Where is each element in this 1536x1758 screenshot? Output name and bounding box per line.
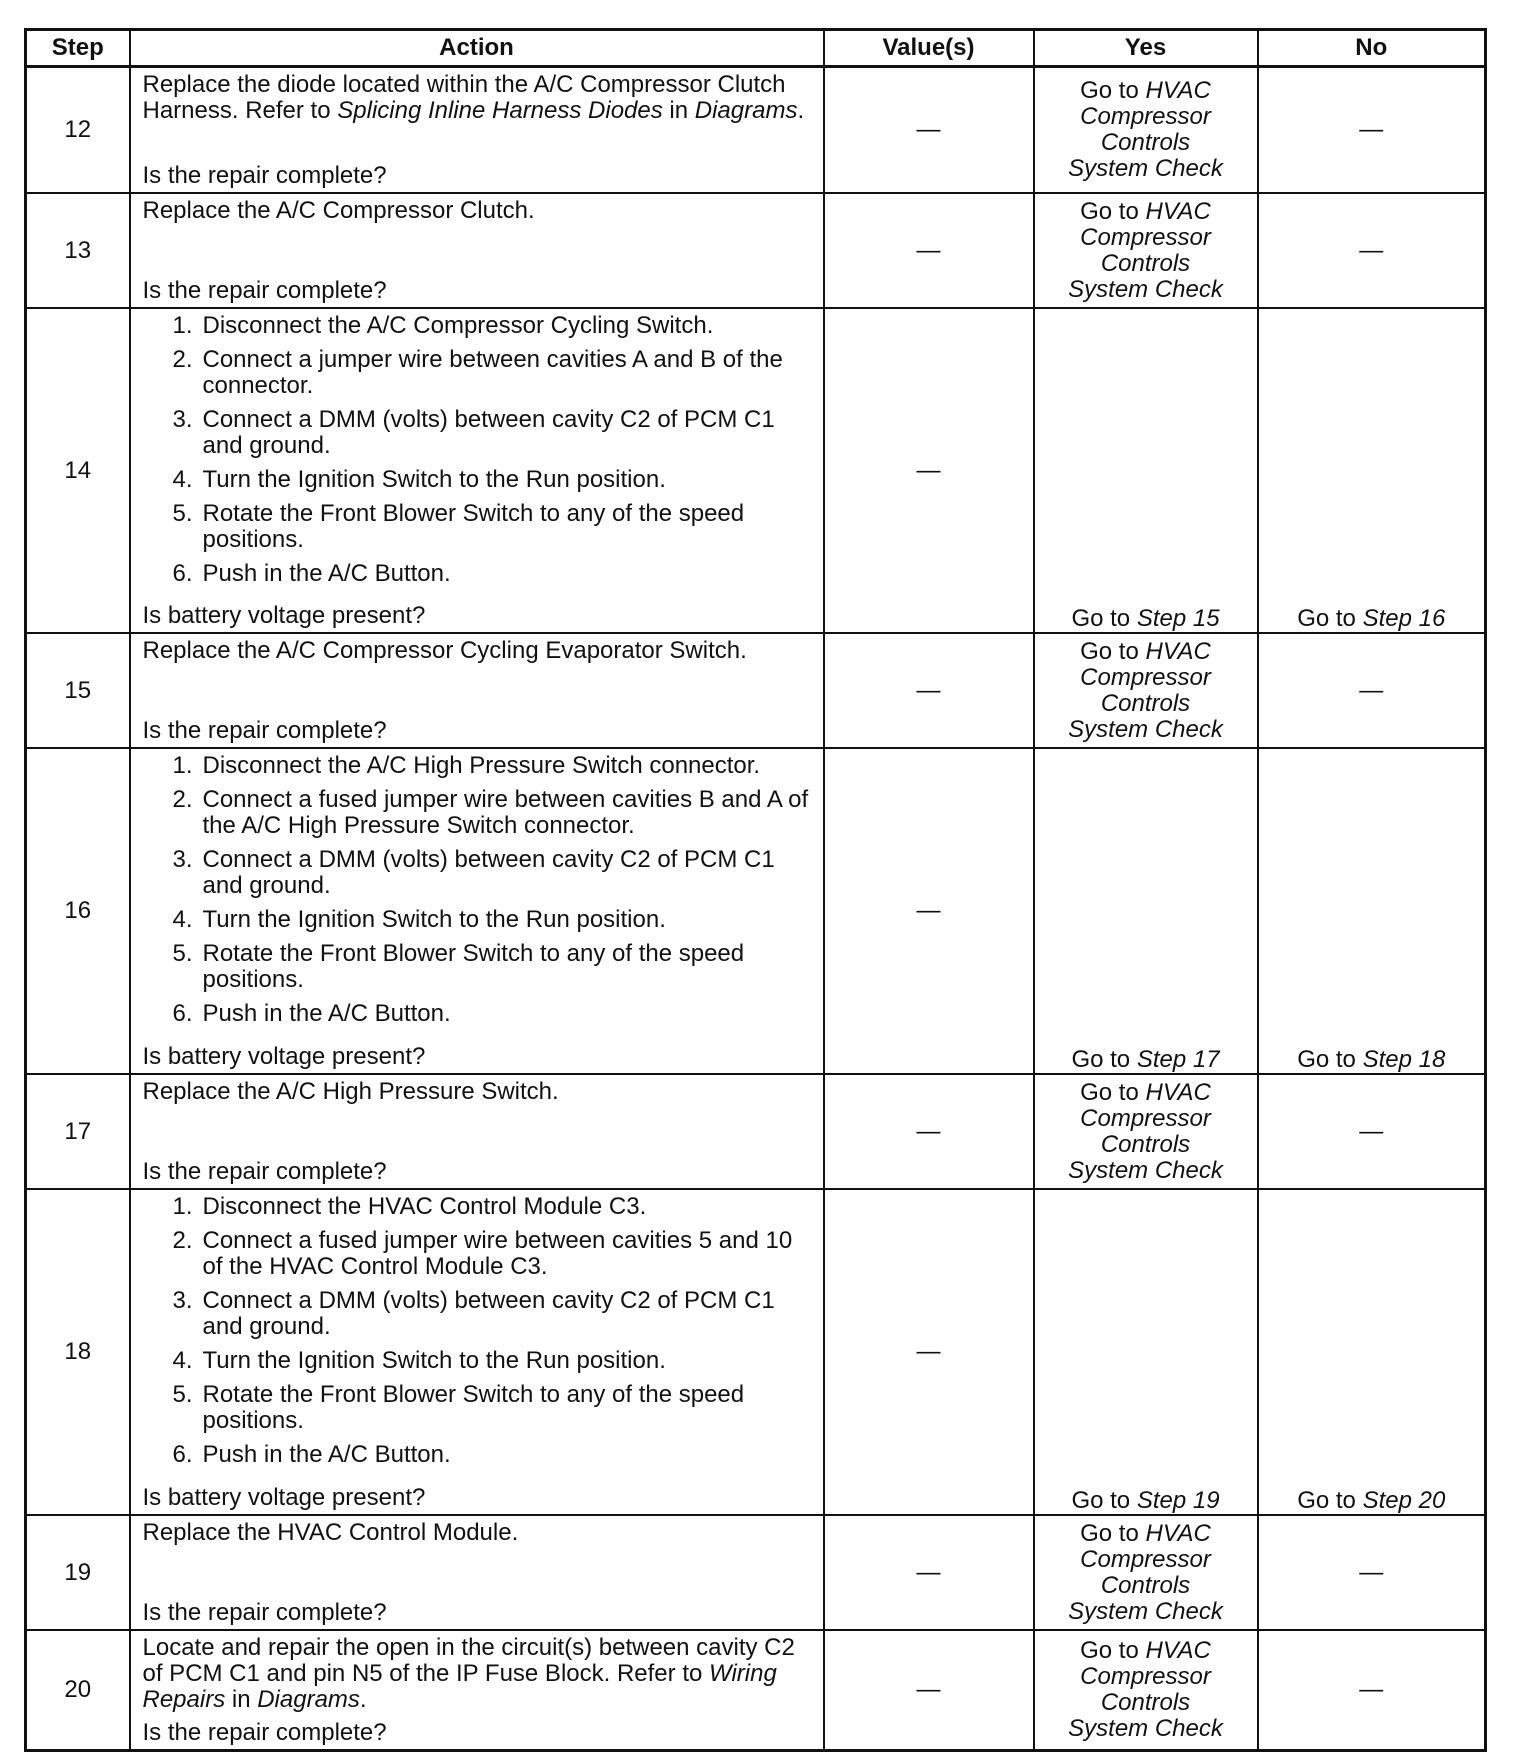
- value-cell: [824, 1189, 1034, 1515]
- value-cell: [824, 1515, 1034, 1630]
- substep-item: Rotate the Front Blower Switch to any of the speed positions.: [202, 500, 745, 553]
- action-question: Is the repair complete?: [142, 1599, 387, 1626]
- action-question: Is the repair complete?: [142, 717, 387, 744]
- yes-result: Go to HVAC: [1080, 1519, 1211, 1547]
- col-header-yes: Yes: [1034, 30, 1258, 67]
- no-dash: —: [1359, 676, 1384, 704]
- step-number: 14: [26, 308, 130, 633]
- action-cell: [130, 67, 824, 194]
- action-question: Is battery voltage present?: [142, 1484, 426, 1511]
- yes-cell: [1034, 308, 1258, 633]
- value-cell: [824, 308, 1034, 633]
- yes-cell: Go to HVAC Compressor Controls System Check: [1034, 67, 1258, 194]
- value-cell: [824, 633, 1034, 748]
- step-number: 15: [26, 633, 130, 748]
- yes-result: Go to HVAC: [1080, 637, 1211, 665]
- substep-item: Rotate the Front Blower Switch to any of the speed positions.: [202, 1381, 745, 1434]
- table-row: [26, 67, 1486, 194]
- diagnostic-table: [24, 28, 1487, 1752]
- substep-list: [143, 1194, 811, 1476]
- yes-cell: Go to HVAC Compressor Controls System Check: [1034, 1515, 1258, 1630]
- no-cell: [1258, 193, 1486, 308]
- col-header-no: No: [1258, 30, 1486, 67]
- col-header-action: Action: [130, 30, 824, 67]
- action-cell: [130, 1515, 824, 1630]
- value-dash: —: [916, 236, 941, 264]
- table-row: [26, 1074, 1486, 1189]
- value-dash: —: [916, 116, 941, 143]
- action-text: Replace the A/C Compressor Cycling Evaporator Switch.: [142, 637, 747, 664]
- substep-item: Turn the Ignition Switch to the Run position.: [202, 1347, 666, 1374]
- no-dash: —: [1359, 116, 1384, 143]
- substep-item: Turn the Ignition Switch to the Run position.: [202, 466, 666, 493]
- yes-result: Go to Step 19: [1071, 1487, 1220, 1514]
- step-number: 18: [26, 1189, 130, 1515]
- action-cell: [130, 1189, 824, 1515]
- substep-item: Turn the Ignition Switch to the Run position.: [202, 906, 666, 933]
- no-result: Go to Step 20: [1297, 1487, 1446, 1514]
- action-text: Replace the diode located within the A/C Compressor Clutch Harness. Refer to Splicing Inline Harness Diodes in Diagrams.: [142, 71, 805, 124]
- col-header-step: Step: [26, 30, 130, 67]
- substep-item: Connect a jumper wire between cavities A and B of the connector.: [202, 346, 783, 399]
- action-text: Replace the A/C High Pressure Switch.: [142, 1078, 559, 1105]
- yes-cell: Go to HVAC Compressor Controls System Check: [1034, 1630, 1258, 1751]
- no-dash: —: [1359, 236, 1384, 264]
- no-dash: —: [1359, 1117, 1384, 1145]
- substep-list: [143, 753, 811, 1035]
- substep-item: Push in the A/C Button.: [202, 560, 451, 587]
- yes-cell: Go to HVAC Compressor Controls System Check: [1034, 1074, 1258, 1189]
- substep-item: Push in the A/C Button.: [202, 1441, 451, 1468]
- action-question: Is the repair complete?: [142, 277, 387, 304]
- substep-item: Disconnect the A/C Compressor Cycling Switch.: [202, 312, 714, 339]
- substep-item: Connect a DMM (volts) between cavity C2 of PCM C1 and ground.: [202, 846, 775, 899]
- diagnostic-table-page: [24, 28, 1484, 1752]
- no-dash: —: [1359, 1558, 1384, 1586]
- step-number: 12: [26, 67, 130, 194]
- no-result: Go to Step 16: [1297, 605, 1446, 632]
- action-text: Locate and repair the open in the circuit(s) between cavity C2 of PCM C1 and pin N5 of the IP Fuse Block. Refer to Wiring Repairs in Diagrams.: [142, 1634, 795, 1713]
- col-header-values: Value(s): [824, 30, 1034, 67]
- substep-item: Rotate the Front Blower Switch to any of the speed positions.: [202, 940, 745, 993]
- no-dash: —: [1359, 1676, 1384, 1703]
- value-cell: [824, 67, 1034, 194]
- value-cell: [824, 1630, 1034, 1751]
- step-number: 13: [26, 193, 130, 308]
- step-number: 17: [26, 1074, 130, 1189]
- substep-item: Push in the A/C Button.: [202, 1000, 451, 1027]
- table-row: [26, 748, 1486, 1074]
- yes-result: Go to Step 17: [1071, 1046, 1220, 1073]
- table-row: [26, 1189, 1486, 1515]
- value-cell: [824, 1074, 1034, 1189]
- value-dash: —: [916, 1676, 941, 1703]
- substep-item: Disconnect the HVAC Control Module C3.: [202, 1193, 647, 1220]
- action-cell: [130, 633, 824, 748]
- yes-result: Go to Step 15: [1071, 605, 1220, 632]
- action-question: Is battery voltage present?: [142, 602, 426, 629]
- action-cell: [130, 193, 824, 308]
- no-result: Go to Step 18: [1297, 1046, 1446, 1073]
- yes-cell: [1034, 1189, 1258, 1515]
- table-row: [26, 308, 1486, 633]
- value-dash: —: [916, 897, 941, 924]
- value-dash: —: [916, 676, 941, 704]
- no-cell: [1258, 1074, 1486, 1189]
- substep-item: Connect a fused jumper wire between cavities 5 and 10 of the HVAC Control Module C3.: [202, 1227, 793, 1280]
- action-question: Is the repair complete?: [142, 1719, 387, 1746]
- yes-result: Go to HVAC: [1080, 1078, 1211, 1106]
- no-cell: [1258, 1189, 1486, 1515]
- value-dash: —: [916, 456, 941, 484]
- no-cell: [1258, 67, 1486, 194]
- action-question: Is battery voltage present?: [142, 1043, 426, 1070]
- substep-item: Connect a DMM (volts) between cavity C2 of PCM C1 and ground.: [202, 1287, 775, 1340]
- value-cell: [824, 748, 1034, 1074]
- yes-cell: Go to HVAC Compressor Controls System Check: [1034, 633, 1258, 748]
- step-number: 19: [26, 1515, 130, 1630]
- table-row: [26, 633, 1486, 748]
- step-number: 16: [26, 748, 130, 1074]
- yes-result: Go to HVAC: [1080, 1637, 1211, 1664]
- yes-result: Go to HVAC: [1080, 197, 1211, 225]
- action-cell: [130, 1074, 824, 1189]
- table-row: [26, 1630, 1486, 1751]
- table-row: [26, 193, 1486, 308]
- substep-item: Connect a fused jumper wire between cavities B and A of the A/C High Pressure Switch connector.: [202, 786, 809, 839]
- value-dash: —: [916, 1338, 941, 1365]
- action-text: Replace the HVAC Control Module.: [142, 1519, 519, 1546]
- step-number: 20: [26, 1630, 130, 1751]
- action-question: Is the repair complete?: [142, 1158, 387, 1185]
- value-cell: [824, 193, 1034, 308]
- substep-list: [143, 313, 811, 595]
- yes-cell: [1034, 748, 1258, 1074]
- action-text: Replace the A/C Compressor Clutch.: [142, 197, 535, 224]
- no-cell: [1258, 308, 1486, 633]
- action-cell: [130, 308, 824, 633]
- substep-item: Disconnect the A/C High Pressure Switch connector.: [202, 752, 761, 779]
- no-cell: [1258, 633, 1486, 748]
- no-cell: [1258, 1515, 1486, 1630]
- action-cell: [130, 748, 824, 1074]
- yes-cell: Go to HVAC Compressor Controls System Check: [1034, 193, 1258, 308]
- yes-result: Go to HVAC: [1080, 77, 1211, 104]
- action-cell: [130, 1630, 824, 1751]
- no-cell: [1258, 748, 1486, 1074]
- value-dash: —: [916, 1558, 941, 1586]
- no-cell: [1258, 1630, 1486, 1751]
- header-row: [26, 30, 1486, 67]
- action-question: Is the repair complete?: [142, 162, 387, 189]
- value-dash: —: [916, 1117, 941, 1145]
- substep-item: Connect a DMM (volts) between cavity C2 of PCM C1 and ground.: [202, 406, 775, 459]
- table-row: [26, 1515, 1486, 1630]
